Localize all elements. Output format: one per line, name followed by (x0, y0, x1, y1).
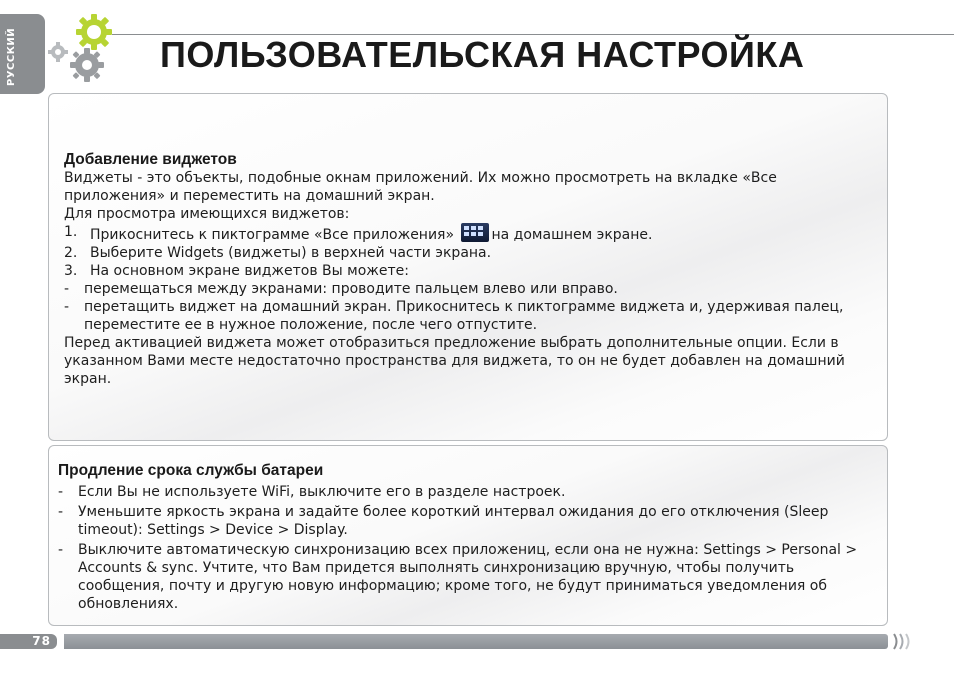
step-text-after: на домашнем экране. (491, 227, 653, 243)
list-item (64, 223, 879, 244)
list-item (64, 280, 879, 298)
list-item-text: Если Вы не используете WiFi, выключите его в разделе настроек. (78, 484, 566, 500)
battery-heading: Продление срока службы батареи (58, 462, 324, 479)
widgets-view-label: Для просмотра имеющихся виджетов: (64, 206, 350, 222)
list-item (58, 483, 878, 501)
list-marker: - (58, 542, 64, 558)
gears-icon (44, 10, 116, 86)
list-item (58, 541, 878, 613)
page-title: ПОЛЬЗОВАТЕЛЬСКАЯ НАСТРОЙКА (160, 34, 805, 75)
list-marker: - (58, 484, 64, 500)
list-item-text: На основном экране виджетов Вы можете: (90, 263, 409, 279)
all-apps-icon (461, 223, 489, 242)
widgets-intro: Виджеты - это объекты, подобные окнам приложений. Их можно просмотреть на вкладке «Все приложения» и переместить на домашний экран. (64, 170, 777, 204)
list-item-text (90, 223, 879, 244)
footer-bar (64, 634, 888, 649)
list-item (64, 298, 879, 334)
page-number: 78 (0, 634, 57, 649)
widgets-note: Перед активацией виджета может отобразиться предложение выбрать дополнительные опции. Если в указанном Вами месте недостаточно пространства для виджета, то он не будет добавлен на домашний экран. (64, 335, 845, 387)
widgets-panel (48, 93, 888, 441)
list-item-text: Уменьшите яркость экрана и задайте более короткий интервал ожидания до его отключения (Sleep timeout): Settings > Device > Display. (78, 504, 829, 538)
list-item (64, 262, 879, 280)
list-item (58, 503, 878, 539)
step-text-before: Прикоснитесь к пиктограмме «Все приложения» (90, 227, 455, 243)
list-marker: - (64, 299, 70, 315)
list-item-text: Выключите автоматическую синхронизацию всех приложениц, если она не нужна: Settings > Personal > Accounts & sync. Учтите, что Вам придется выполнять синхронизацию вручную, чтобы получить сообщения, почту и другую новую информацию; кроме того, не будут приниматься уведомления об обновлениях. (78, 542, 858, 612)
list-item-text: перетащить виджет на домашний экран. Прикоснитесь к пиктограмме виджета и, удерживая палец, переместите ее в нужное положение, после чего отпустите. (84, 299, 844, 333)
list-item-text: Выберите Widgets (виджеты) в верхней части экрана. (90, 245, 492, 261)
list-item-text: перемещаться между экранами: проводите пальцем влево или вправо. (84, 281, 618, 297)
list-marker: 2. (64, 245, 78, 261)
widgets-heading: Добавление виджетов (64, 151, 237, 168)
next-page-arrows-icon[interactable] (892, 632, 912, 651)
list-item (64, 244, 879, 262)
list-marker: 1. (64, 224, 78, 240)
list-marker: 3. (64, 263, 78, 279)
language-label: РУССКИЙ (6, 27, 17, 86)
battery-content (58, 461, 878, 613)
list-marker: - (58, 504, 64, 520)
battery-panel (48, 445, 888, 626)
list-marker: - (64, 281, 70, 297)
widgets-content (64, 150, 879, 388)
